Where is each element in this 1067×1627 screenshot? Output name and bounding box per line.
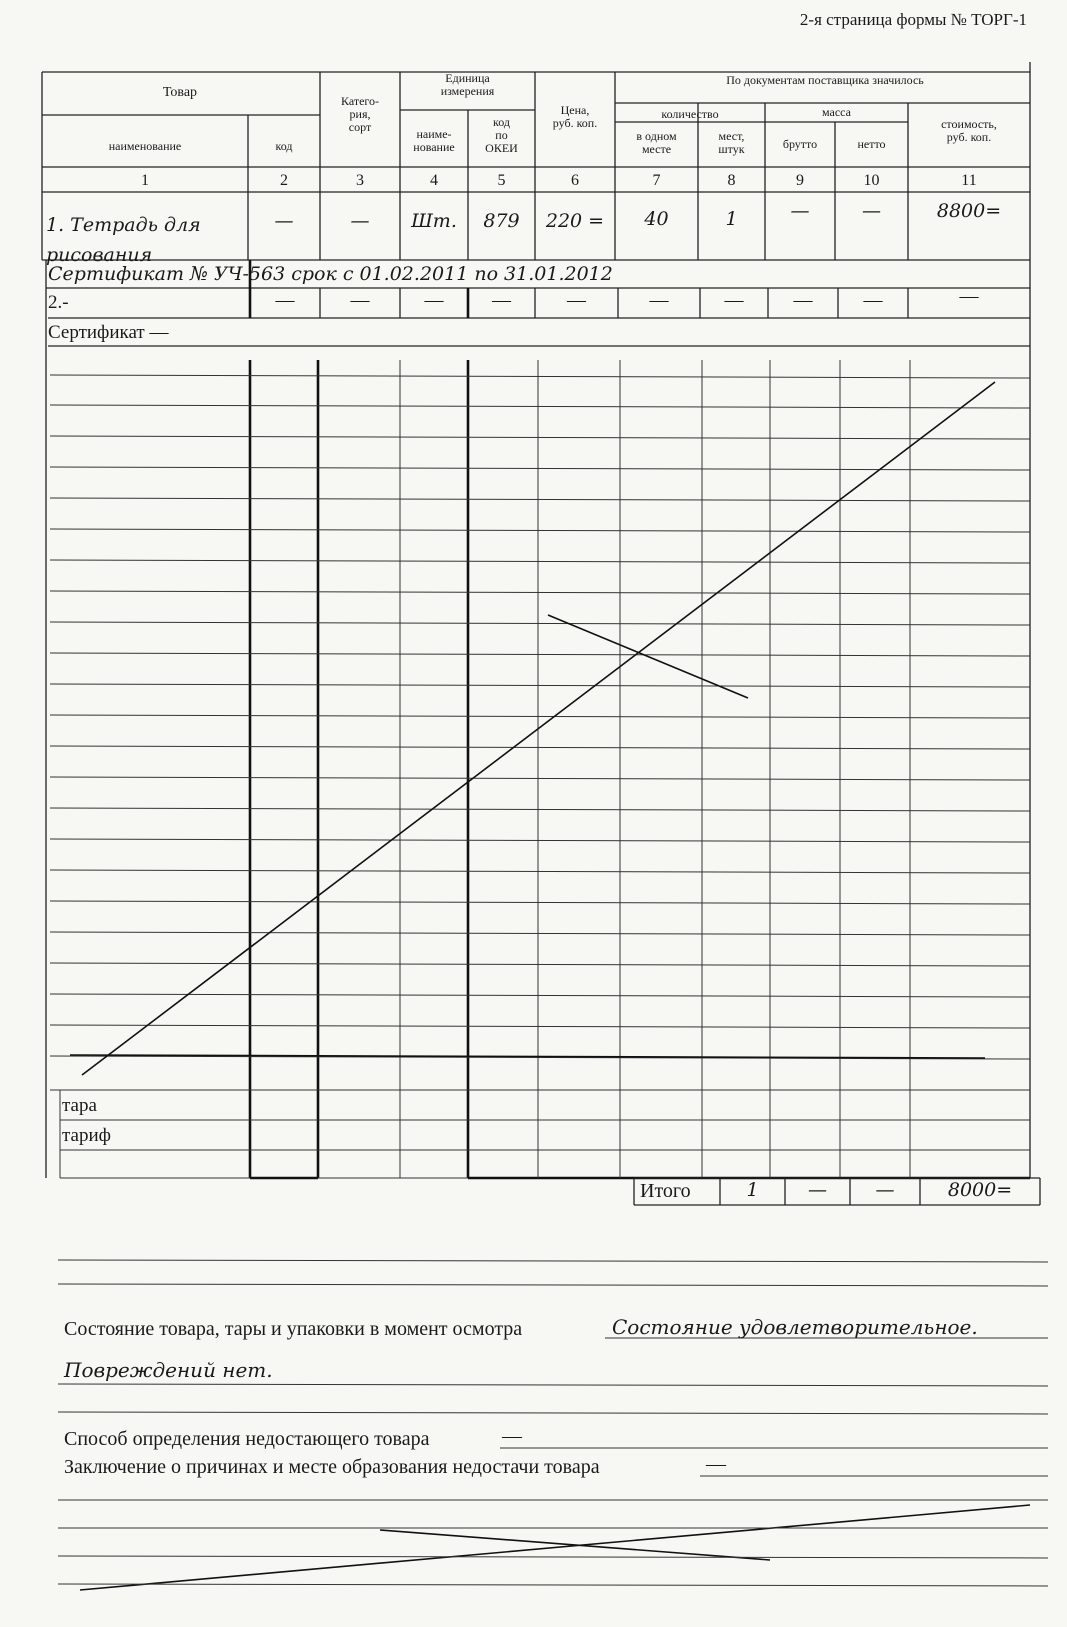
- row2-cell: —: [649, 290, 669, 311]
- row2-cell: —: [424, 290, 444, 311]
- header-mest-shtuk: мест, штук: [718, 129, 745, 156]
- row1-cena: 220 =: [545, 210, 605, 232]
- header-stoimost: стоимость, руб. коп.: [941, 117, 997, 144]
- row1-ed-naim: Шт.: [411, 210, 457, 232]
- method-value: —: [502, 1425, 522, 1447]
- header-ed-naim: наиме- нование: [413, 127, 455, 154]
- conclusion-label: Заключение о причинах и месте образования недостачи товара: [64, 1456, 600, 1478]
- row2-cell: —: [724, 290, 744, 311]
- method-label: Способ определения недостающего товара: [64, 1428, 430, 1450]
- condition-label: Состояние товара, тары и упаковки в момент осмотра: [64, 1318, 523, 1340]
- page-label: 2-я страница формы № ТОРГ-1: [799, 10, 1027, 29]
- header-brutto: брутто: [782, 137, 818, 151]
- row1-netto: —: [862, 200, 881, 222]
- header-edinica: Единица измерения: [440, 71, 495, 98]
- header-po-dokumentam: По документам поставщика значилось: [726, 73, 924, 87]
- row1-kategoria: —: [350, 210, 370, 232]
- header-ed-kod: код по ОКЕИ: [485, 115, 518, 155]
- row1-mest: 1: [725, 208, 738, 230]
- row2-cell: —: [959, 286, 979, 307]
- row2-cell: —: [492, 290, 511, 311]
- row1-brutto: —: [790, 200, 810, 222]
- row2-cell: —: [793, 290, 813, 311]
- itogo-brutto: —: [808, 1179, 827, 1201]
- row2-cell: —: [863, 290, 883, 311]
- header-kategoria: Катего- рия, сорт: [340, 94, 380, 134]
- itogo-label: Итого: [640, 1180, 691, 1202]
- header-massa: масса: [822, 105, 851, 119]
- row1-v-odnom: 40: [644, 208, 669, 230]
- itogo-mest: 1: [746, 1179, 759, 1201]
- col-num-5: 5: [497, 172, 506, 189]
- row2-cell: —: [567, 290, 586, 311]
- header-kolichestvo: количество: [661, 107, 719, 121]
- row2-name: 2.-: [48, 292, 69, 313]
- header-netto: нетто: [857, 137, 886, 151]
- header-naimenovanie: наименование: [108, 139, 182, 153]
- col-num-8: 8: [727, 172, 736, 189]
- col-num-2: 2: [280, 172, 288, 189]
- col-num-1: 1: [141, 172, 149, 189]
- tara-label: тара: [62, 1095, 97, 1116]
- row2-cell: —: [350, 290, 370, 311]
- condition-value-2: Повреждений нет.: [64, 1358, 273, 1382]
- col-num-10: 10: [863, 172, 880, 189]
- header-v-odnom-meste: в одном месте: [636, 129, 677, 156]
- col-num-4: 4: [430, 172, 438, 189]
- row2-certificate: Сертификат —: [48, 322, 169, 343]
- row1-stoimost: 8800=: [936, 200, 1002, 222]
- row2-cell: —: [275, 290, 295, 311]
- header-cena: Цена, руб. коп.: [552, 103, 598, 130]
- col-num-11: 11: [961, 172, 977, 189]
- header-kod: код: [275, 139, 293, 153]
- col-num-3: 3: [356, 172, 364, 189]
- col-num-7: 7: [652, 172, 661, 189]
- row1-name: 1. Тетрадь для рисования: [46, 214, 201, 266]
- tarif-label: тариф: [62, 1125, 111, 1146]
- header-tovar: Товар: [162, 85, 198, 100]
- col-num-9: 9: [796, 172, 804, 189]
- row1-okei: 879: [483, 210, 520, 232]
- col-num-6: 6: [571, 172, 579, 189]
- itogo-netto: —: [875, 1179, 895, 1201]
- row1-kod: —: [274, 210, 294, 232]
- condition-value-1: Состояние удовлетворительное.: [612, 1315, 978, 1339]
- conclusion-value: —: [706, 1453, 726, 1475]
- itogo-stoimost: 8000=: [947, 1179, 1013, 1201]
- row1-certificate: Сертификат № УЧ-563 срок с 01.02.2011 по 31.01.2012: [48, 263, 613, 285]
